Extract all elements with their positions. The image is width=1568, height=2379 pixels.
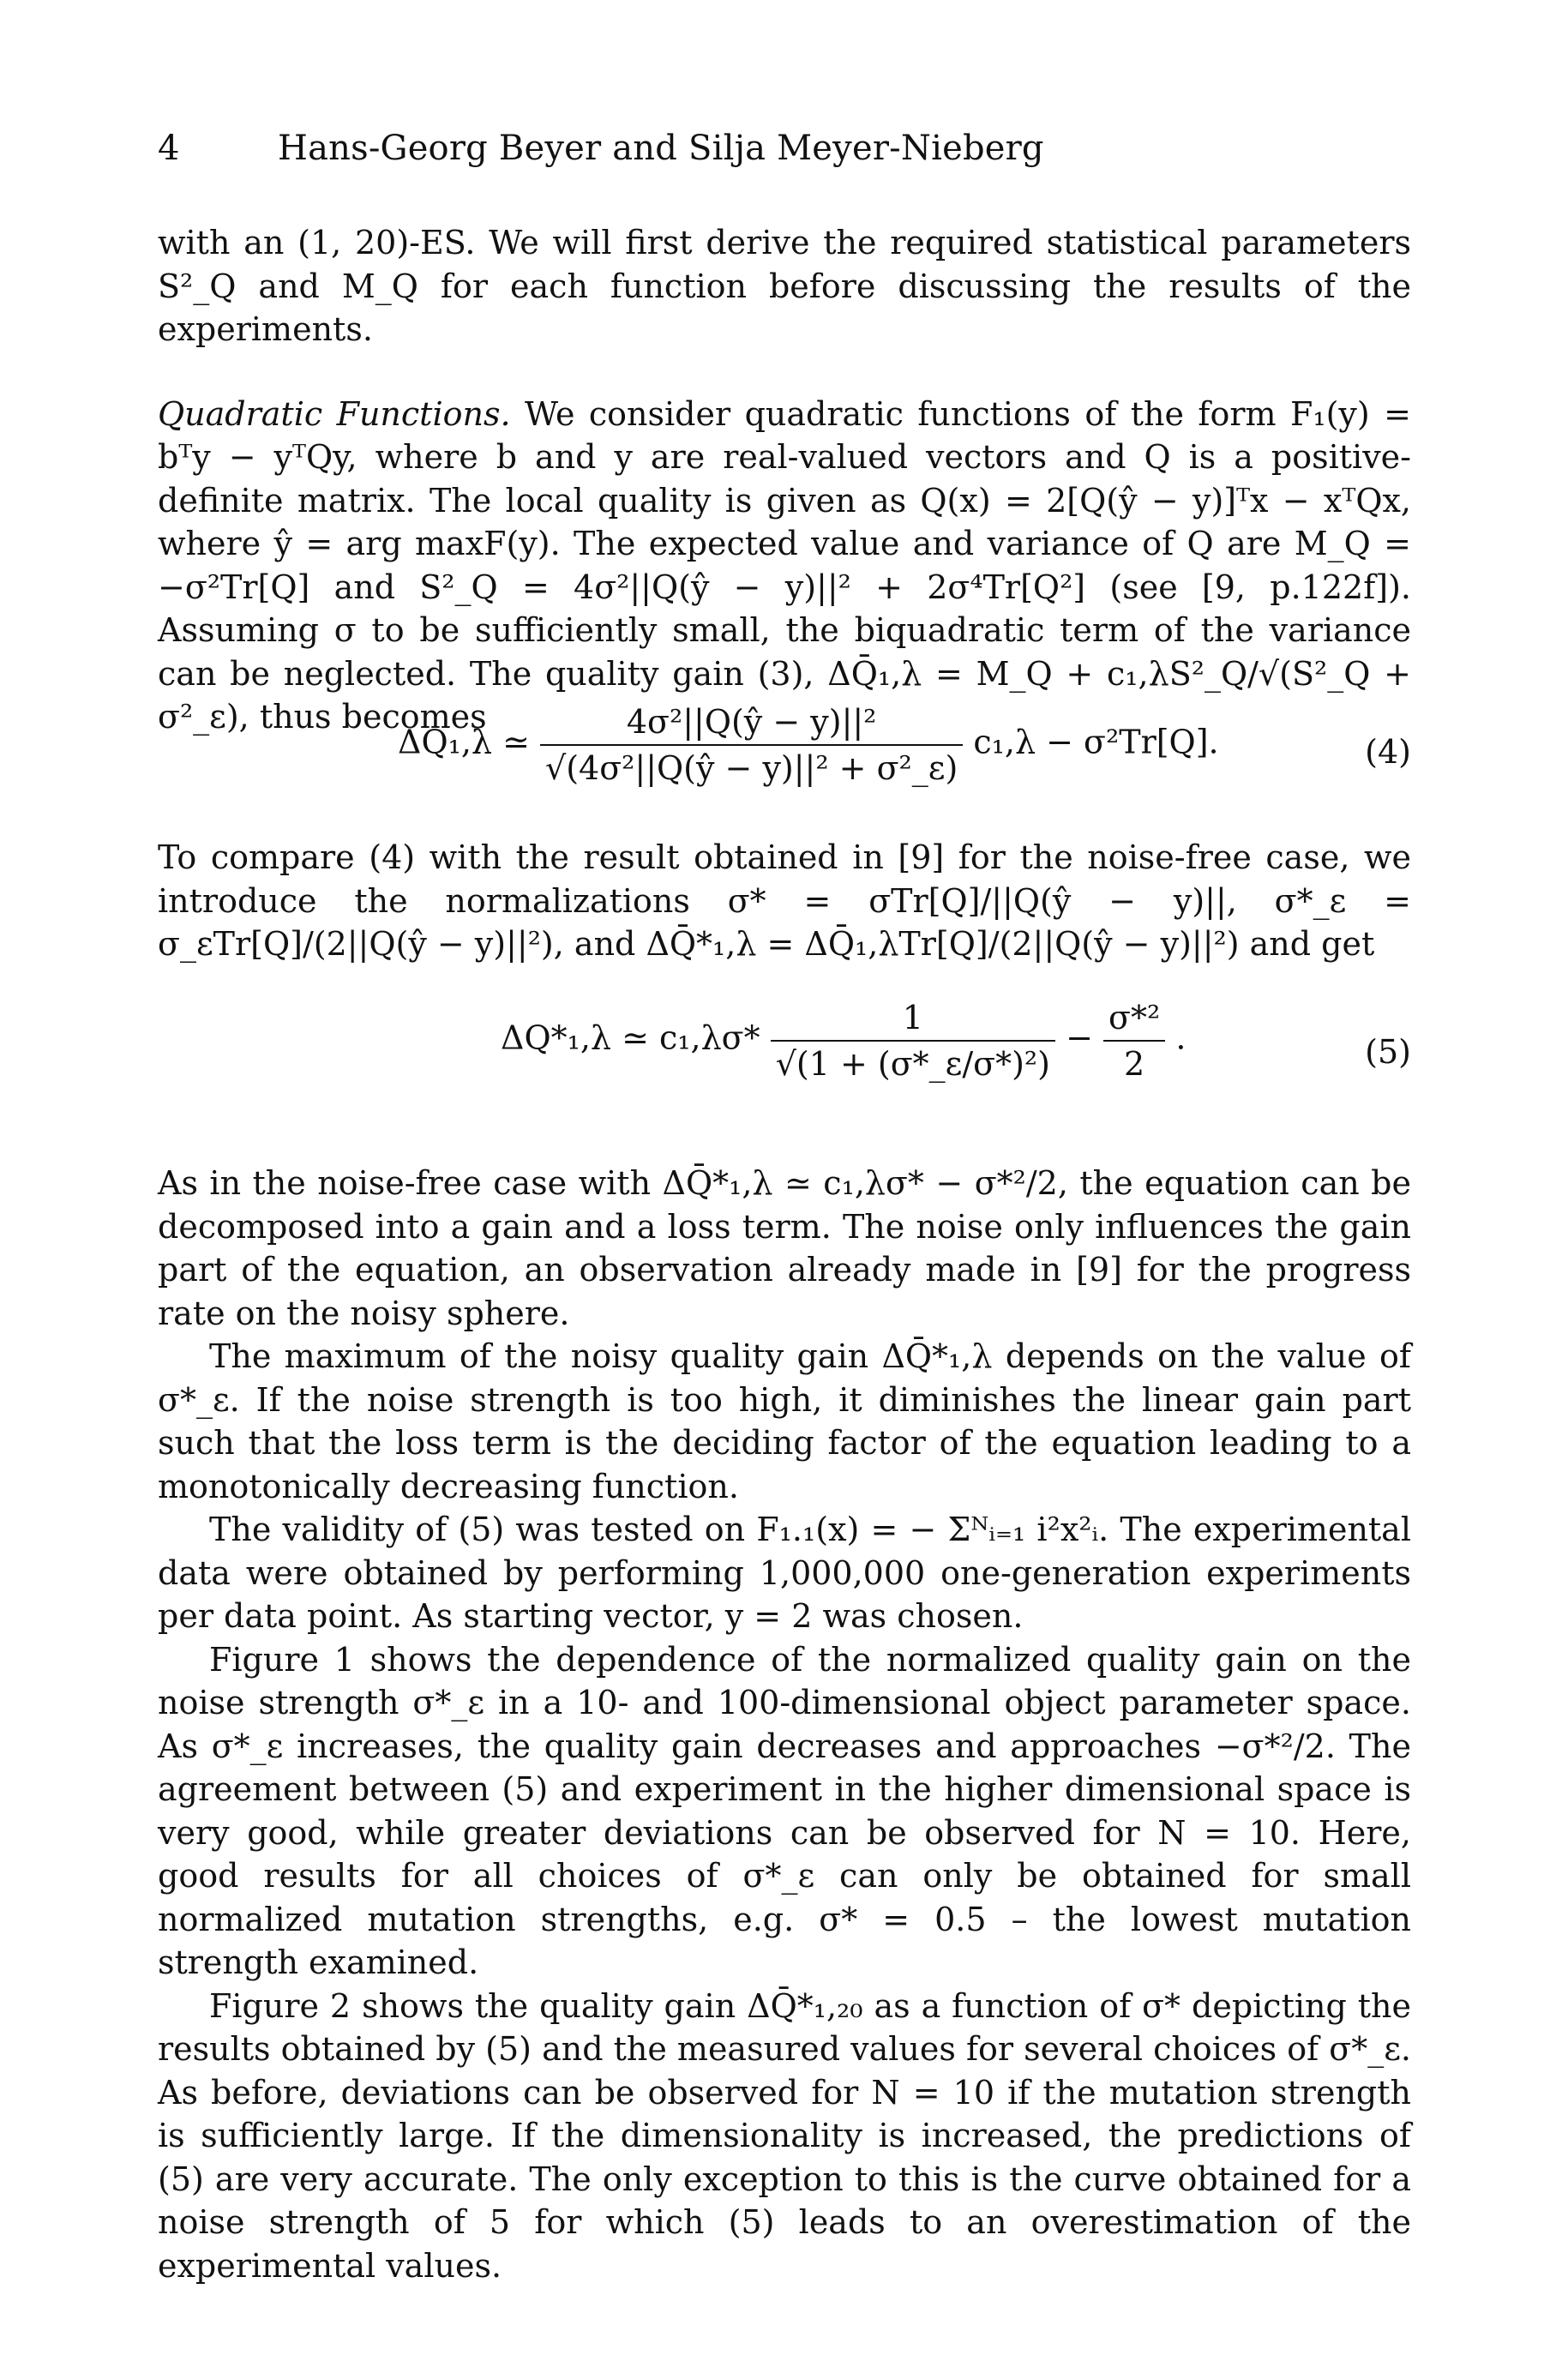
eq5-lhs: ΔQ*₁,λ ≃ c₁,λσ* <box>501 1018 760 1057</box>
normalization-paragraph: To compare (4) with the result obtained in [9] for the noise-free case, we introduce the normalizations σ* = σTr[Q]/||Q(ŷ − y)||, σ*_ε = σ_εTr[Q]/(2||Q(ŷ − y)||²), and ΔQ̄*₁,λ = ΔQ̄₁,λTr[Q]/(2||Q(ŷ − y)||²) and get <box>158 838 1411 963</box>
text-block-body <box>158 1162 1411 2287</box>
paragraph-validity: The validity of (5) was tested on F₁.₁(x) = − Σᴺᵢ₌₁ i²x²ᵢ. The experimental data were obtained by performing 1,000,000 one-generation experiments per data point. As starting vector, y = 2 was chosen. <box>158 1511 1411 1635</box>
running-header <box>158 129 1044 168</box>
eq4-denominator: √(4σ²||Q(ŷ − y)||² + σ²_ε) <box>545 749 958 787</box>
eq5-number: (5) <box>1365 1033 1411 1071</box>
text-block-top <box>158 221 1411 739</box>
eq5-frac2-denominator: 2 <box>1124 1045 1145 1083</box>
intro-paragraph: with an (1, 20)-ES. We will first derive the required statistical parameters S²_Q and M_Q for each function before discussing the results of the experiments. <box>158 224 1411 348</box>
eq5-fraction-2 <box>1103 999 1165 1083</box>
equation-4-body <box>398 703 1219 787</box>
text-block-compare <box>158 836 1411 966</box>
paragraph-maximum: The maximum of the noisy quality gain ΔQ̄*₁,λ depends on the value of σ*_ε. If the noise strength is too high, it diminishes the linear gain part such that the loss term is the deciding factor of the equation leading to a monotonically decreasing function. <box>158 1337 1411 1505</box>
paragraph-figure-2: Figure 2 shows the quality gain ΔQ̄*₁,₂₀ as a function of σ* depicting the results obtained by (5) and the measured values for several choices of σ*_ε. As before, deviations can be observed for N = 10 if the mutation strength is sufficiently large. If the dimensionality is increased, the predictions of (5) are very accurate. The only exception to this is the curve obtained for a noise strength of 5 for which (5) leads to an overestimation of the experimental values. <box>158 1986 1411 2285</box>
eq5-fraction <box>771 999 1055 1083</box>
eq4-lhs: ΔQ₁,λ ≃ <box>398 723 530 761</box>
eq4-rhs: c₁,λ − σ²Tr[Q]. <box>973 723 1219 761</box>
eq4-number: (4) <box>1365 733 1411 771</box>
equation-5 <box>158 999 1411 1119</box>
eq5-numerator: 1 <box>771 999 1055 1042</box>
eq4-fraction <box>540 703 963 787</box>
section-heading: Quadratic Functions. <box>158 394 511 433</box>
paragraph-figure-1: Figure 1 shows the dependence of the normalized quality gain on the noise strength σ*_ε in a 10- and 100-dimensional object parameter space. As σ*_ε increases, the quality gain decreases and approaches −σ*²/2. The agreement between (5) and experiment in the higher dimensional space is very good, while greater deviations can be observed for N = 10. Here, good results for all choices of σ*_ε can only be obtained for small normalized mutation strengths, e.g. σ* = 0.5 – the lowest mutation strength examined. <box>158 1640 1411 1981</box>
eq5-minus: − <box>1066 1018 1093 1057</box>
paragraph-gain-loss: As in the noise-free case with ΔQ̄*₁,λ ≃ c₁,λσ* − σ*²/2, the equation can be decomposed into a gain and a loss term. The noise only influences the gain part of the equation, an observation already made in [9] for the progress rate on the noisy sphere. <box>158 1164 1411 1332</box>
running-title: Hans-Georg Beyer and Silja Meyer-Nieberg <box>278 129 1044 168</box>
eq5-frac2-numerator: σ*² <box>1103 999 1165 1042</box>
equation-5-body <box>501 999 1186 1083</box>
quadratic-functions-text: We consider quadratic functions of the form F₁(y) = bᵀy − yᵀQy, where b and y are real-valued vectors and Q is a positive-definite matrix. The local quality is given as Q(x) = 2[Q(ŷ − y)]ᵀx − xᵀQx, where ŷ = arg maxF(y). The expected value and variance of Q are M_Q = −σ²Tr[Q] and S²_Q = 4σ²||Q(ŷ − y)||² + 2σ⁴Tr[Q²] (see [9, p.122f]). Assuming σ to be sufficiently small, the biquadratic term of the variance can be neglected. The quality gain (3), ΔQ̄₁,λ = M_Q + c₁,λS²_Q/√(S²_Q + σ²_ε), thus becomes <box>158 394 1411 736</box>
quadratic-functions-paragraph <box>158 393 1411 739</box>
equation-4 <box>158 703 1411 814</box>
eq5-end: . <box>1175 1018 1187 1057</box>
eq5-denominator: √(1 + (σ*_ε/σ*)²) <box>775 1045 1050 1083</box>
page-number: 4 <box>158 129 180 168</box>
eq4-numerator: 4σ²||Q(ŷ − y)||² <box>540 703 963 746</box>
